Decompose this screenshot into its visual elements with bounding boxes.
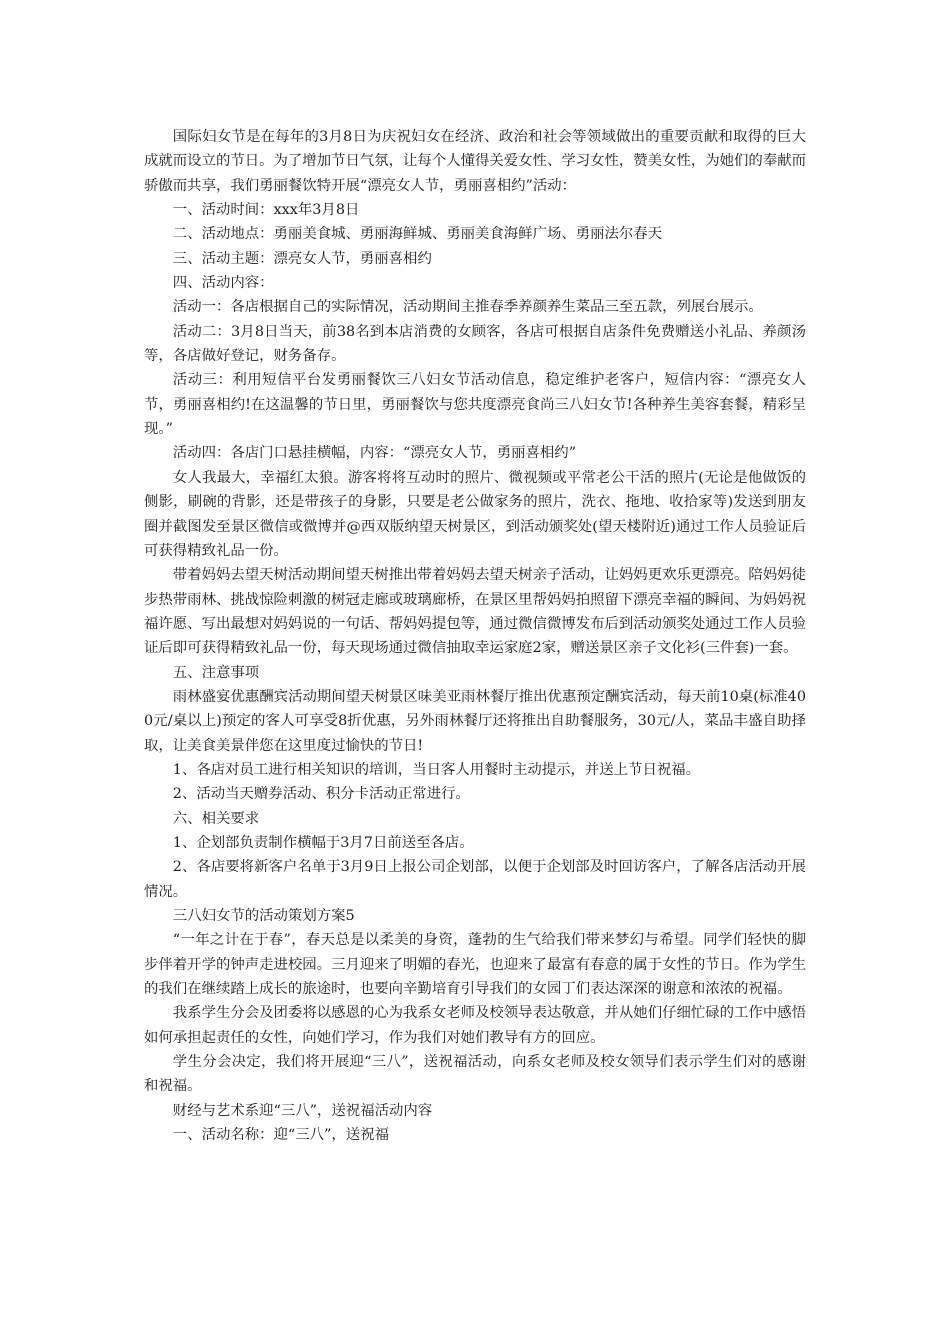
paragraph-activity-name: 一、活动名称：迎“三八”，送祝福 xyxy=(172,1127,389,1144)
paragraph-activity-content-heading: 四、活动内容： xyxy=(172,275,274,292)
paragraph-women-first: 女人我最大，幸福红太狼。游客将将互动时的照片、微视频或平常老公干活的照片(无论是他做饭的侧影，刷碗的背影，还是带孩子的身影，只要是老公做家务的照片，洗衣、拖地、收拾家等)发送到朋友圈并截图发至景区微信或微博并@西双版纳望天树景区，到活动颁奖处(望天楼附近)通过工作人员验证后可获得精致礼品一份。 xyxy=(144,469,806,559)
paragraph-note-two: 2、活动当天赠券活动、积分卡活动正常进行。 xyxy=(172,786,470,803)
paragraph-intro: 国际妇女节是在每年的3月8日为庆祝妇女在经济、政治和社会等领域做出的重要贡献和取得的巨大成就而设立的节日。为了增加节日气氛，让每个人懂得关爱女性、学习女性，赞美女性，为她们的奉献而骄傲而共享，我们勇丽餐饮特开展“漂亮女人节，勇丽喜相约”活动： xyxy=(144,129,806,194)
paragraph-activity-theme: 三、活动主题：漂亮女人节，勇丽喜相约 xyxy=(172,250,432,267)
document-body xyxy=(144,125,806,1147)
paragraph-decision: 学生分会决定，我们将开展迎“三八”，送祝福活动，向系女老师及校女领导们表示学生们对的感谢和祝福。 xyxy=(144,1054,806,1095)
paragraph-activity-time: 一、活动时间：xxx年3月8日 xyxy=(172,202,360,219)
paragraph-activity-location: 二、活动地点：勇丽美食城、勇丽海鲜城、勇丽美食海鲜广场、勇丽法尔春天 xyxy=(172,226,663,243)
paragraph-gratitude: 我系学生分会及团委将以感恩的心为我系女老师及校领导表达敬意，并从她们仔细忙碌的工作中感悟如何承担起责任的女性，向她们学习，作为我们对她们教导有方的回应。 xyxy=(144,1005,806,1046)
paragraph-requirement-one: 1、企划部负责制作横幅于3月7日前送至各店。 xyxy=(172,834,474,851)
paragraph-spring: “一年之计在于春”，春天总是以柔美的身资，蓬勃的生气给我们带来梦幻与希望。同学们轻快的脚步伴着开学的钟声走进校园。三月迎来了明媚的春光，也迎来了最富有春意的属于女性的节日。作为学生的我们在继续踏上成长的旅途时，也要向辛勤培育引导我们的女园丁们表达深深的谢意和浓浓的祝福。 xyxy=(144,932,806,998)
paragraph-note-one: 1、各店对员工进行相关知识的培训，当日客人用餐时主动提示，并送上节日祝福。 xyxy=(172,761,701,778)
paragraph-requirement-two: 2、各店要将新客户名单于3月9日上报公司企划部，以便于企划部及时回访客户，了解各店活动开展情况。 xyxy=(144,859,806,900)
paragraph-rainforest-feast: 雨林盛宴优惠酬宾活动期间望天树景区味美亚雨林餐厅推出优惠预定酬宾活动，每天前10桌(标准400元/桌以上)预定的客人可享受8折优惠，另外雨林餐厅还将推出自助餐服务，30元/人，菜品丰盛自助择取，让美食美景伴您在这里度过愉快的节日! xyxy=(144,688,806,754)
paragraph-notes-heading: 五、注意事项 xyxy=(172,664,260,681)
paragraph-activity-one: 活动一：各店根据自己的实际情况，活动期间主推春季养颜养生菜品三至五款，列展台展示。 xyxy=(172,299,763,316)
paragraph-activity-two: 活动二：3月8日当天，前38名到本店消费的女顾客，各店可根据自店条件免费赠送小礼品、养颜汤等，各店做好登记，财务备存。 xyxy=(144,323,806,365)
paragraph-activity-four: 活动四：各店门口悬挂横幅，内容：“漂亮女人节，勇丽喜相约” xyxy=(172,445,577,462)
paragraph-plan-five-title: 三八妇女节的活动策划方案5 xyxy=(172,908,355,924)
paragraph-activity-three: 活动三：利用短信平台发勇丽餐饮三八妇女节活动信息，稳定维护老客户，短信内容：“漂亮女人节，勇丽喜相约!在这温馨的节日里，勇丽餐饮与您共度漂亮食尚三八妇女节!各种养生美容套餐，精彩呈现。” xyxy=(144,372,806,438)
paragraph-activity-content-title: 财经与艺术系迎“三八”，送祝福活动内容 xyxy=(172,1102,433,1119)
paragraph-requirements-heading: 六、相关要求 xyxy=(172,810,260,827)
paragraph-bring-mom: 带着妈妈去望天树活动期间望天树推出带着妈妈去望天树亲子活动，让妈妈更欢乐更漂亮。陪妈妈徒步热带雨林、挑战惊险刺激的树冠走廊或玻璃廊桥，在景区里帮妈妈拍照留下漂亮幸福的瞬间、为妈妈祝福许愿、写出最想对妈妈说的一句话、帮妈妈提包等，通过微信微博发布后到活动颁奖处通过工作人员验证后即可获得精致礼品一份，每天现场通过微信抽取幸运家庭2家，赠送景区亲子文化衫(三件套)一套。 xyxy=(144,567,806,657)
